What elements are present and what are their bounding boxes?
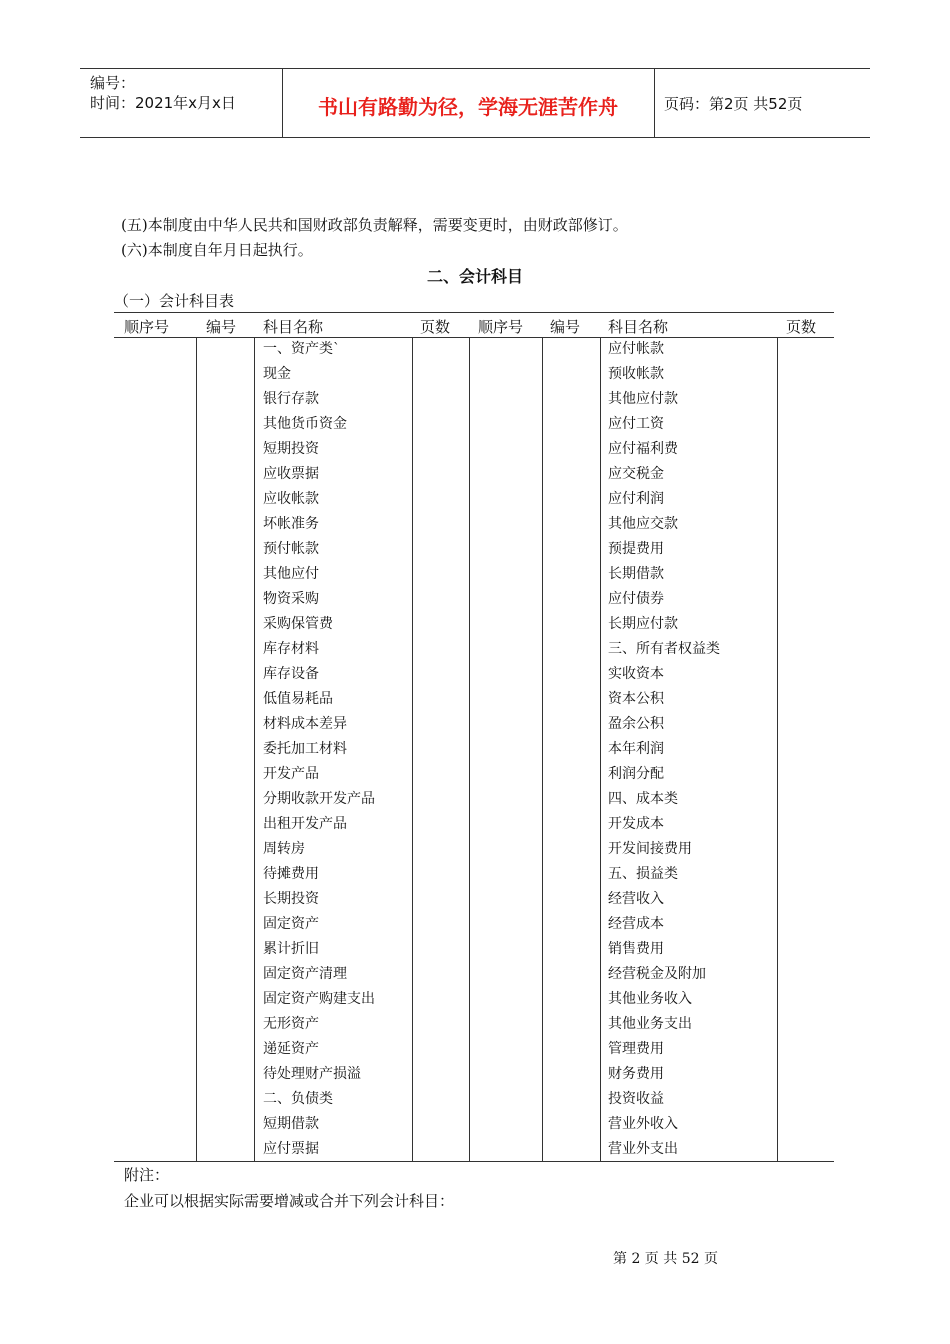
- account-item: 长期借款: [608, 566, 664, 582]
- account-item: 管理费用: [608, 1041, 664, 1057]
- account-item: 四、成本类: [608, 791, 678, 807]
- account-item: 预付帐款: [263, 541, 319, 557]
- note-text: 企业可以根据实际需要增减或合并下列会计科目：: [124, 1192, 455, 1210]
- paragraph-6: (六)本制度自年月日起执行。: [121, 241, 313, 259]
- account-item: 递延资产: [263, 1041, 319, 1057]
- paragraph-5: (五)本制度由中华人民共和国财政部负责解释，需要变更时，由财政部修订。: [121, 216, 628, 234]
- account-item: 二、负债类: [263, 1091, 333, 1107]
- account-item: 应付帐款: [608, 341, 664, 357]
- page-footer: 第 2 页 共 52 页: [613, 1251, 718, 1267]
- account-item: 营业外收入: [608, 1116, 678, 1132]
- account-item: 低值易耗品: [263, 691, 333, 707]
- account-item: 应收票据: [263, 466, 319, 482]
- account-item: 实收资本: [608, 666, 664, 682]
- subsection-title: （一）会计科目表: [114, 292, 235, 310]
- account-item: 物资采购: [263, 591, 319, 607]
- account-item: 利润分配: [608, 766, 664, 782]
- time-label: 时间：2021年x月x日: [90, 94, 236, 112]
- section-title: 二、会计科目: [426, 267, 523, 286]
- account-item: 投资收益: [608, 1091, 664, 1107]
- account-item: 销售费用: [608, 941, 664, 957]
- account-item: 待摊费用: [263, 866, 319, 882]
- header-motto: 书山有路勤为径，学海无涯苦作舟: [318, 95, 618, 119]
- account-item: 固定资产清理: [263, 966, 347, 982]
- page-header: [80, 68, 870, 138]
- table-column-rule: [600, 337, 601, 1161]
- accounts-table: [114, 312, 834, 1162]
- account-item: 其他应交款: [608, 516, 678, 532]
- account-item: 长期应付款: [608, 616, 678, 632]
- account-item: 出租开发产品: [263, 816, 347, 832]
- account-item: 盈余公积: [608, 716, 664, 732]
- account-item: 库存材料: [263, 641, 319, 657]
- account-item: 资本公积: [608, 691, 664, 707]
- account-item: 一、资产类`: [263, 341, 340, 357]
- account-item: 短期投资: [263, 441, 319, 457]
- account-item: 短期借款: [263, 1116, 319, 1132]
- header-pages: 页数: [420, 318, 451, 336]
- header-divider: [654, 69, 655, 137]
- account-item: 长期投资: [263, 891, 319, 907]
- header-code: 编号: [206, 318, 237, 336]
- account-item: 委托加工材料: [263, 741, 347, 757]
- account-item: 坏帐准务: [263, 516, 319, 532]
- account-item: 应收帐款: [263, 491, 319, 507]
- header-account-name: 科目名称: [608, 318, 669, 336]
- account-item: 固定资产购建支出: [263, 991, 375, 1007]
- account-item: 预提费用: [608, 541, 664, 557]
- account-item: 应付福利费: [608, 441, 678, 457]
- header-seq: 顺序号: [124, 318, 170, 336]
- account-item: 应付工资: [608, 416, 664, 432]
- account-item: 其他货币资金: [263, 416, 347, 432]
- account-item: 五、损益类: [608, 866, 678, 882]
- account-item: 预收帐款: [608, 366, 664, 382]
- note-label: 附注：: [124, 1166, 170, 1184]
- account-item: 开发成本: [608, 816, 664, 832]
- account-item: 其他应付: [263, 566, 319, 582]
- account-item: 财务费用: [608, 1066, 664, 1082]
- account-item: 待处理财产损溢: [263, 1066, 361, 1082]
- header-meta: [90, 73, 236, 113]
- account-item: 开发产品: [263, 766, 319, 782]
- header-pages: 页数: [786, 318, 817, 336]
- table-column-rule: [412, 337, 413, 1161]
- table-column-rule: [777, 337, 778, 1161]
- account-item: 经营成本: [608, 916, 664, 932]
- table-column-rule: [196, 337, 197, 1161]
- header-seq: 顺序号: [478, 318, 524, 336]
- account-item: 固定资产: [263, 916, 319, 932]
- account-item: 其他业务收入: [608, 991, 692, 1007]
- account-item: 其他应付款: [608, 391, 678, 407]
- table-column-rule: [254, 337, 255, 1161]
- account-item: 应交税金: [608, 466, 664, 482]
- account-item: 应付票据: [263, 1141, 319, 1157]
- account-item: 应付利润: [608, 491, 664, 507]
- account-item: 库存设备: [263, 666, 319, 682]
- account-item: 本年利润: [608, 741, 664, 757]
- header-account-name: 科目名称: [263, 318, 324, 336]
- account-item: 其他业务支出: [608, 1016, 692, 1032]
- table-header-rule: [114, 337, 834, 338]
- account-item: 采购保管费: [263, 616, 333, 632]
- account-item: 应付债券: [608, 591, 664, 607]
- number-label: 编号：: [90, 74, 136, 92]
- account-item: 现金: [263, 366, 291, 382]
- account-item: 经营收入: [608, 891, 664, 907]
- account-item: 分期收款开发产品: [263, 791, 375, 807]
- account-item: 无形资产: [263, 1016, 319, 1032]
- account-item: 周转房: [263, 841, 305, 857]
- header-page-code: 页码：第2页 共52页: [664, 95, 803, 113]
- account-item: 银行存款: [263, 391, 319, 407]
- table-column-rule: [469, 337, 470, 1161]
- account-item: 开发间接费用: [608, 841, 692, 857]
- table-column-rule: [542, 337, 543, 1161]
- account-item: 材料成本差异: [263, 716, 347, 732]
- account-item: 三、所有者权益类: [608, 641, 720, 657]
- account-item: 营业外支出: [608, 1141, 678, 1157]
- account-item: 经营税金及附加: [608, 966, 706, 982]
- header-code: 编号: [550, 318, 581, 336]
- account-item: 累计折旧: [263, 941, 319, 957]
